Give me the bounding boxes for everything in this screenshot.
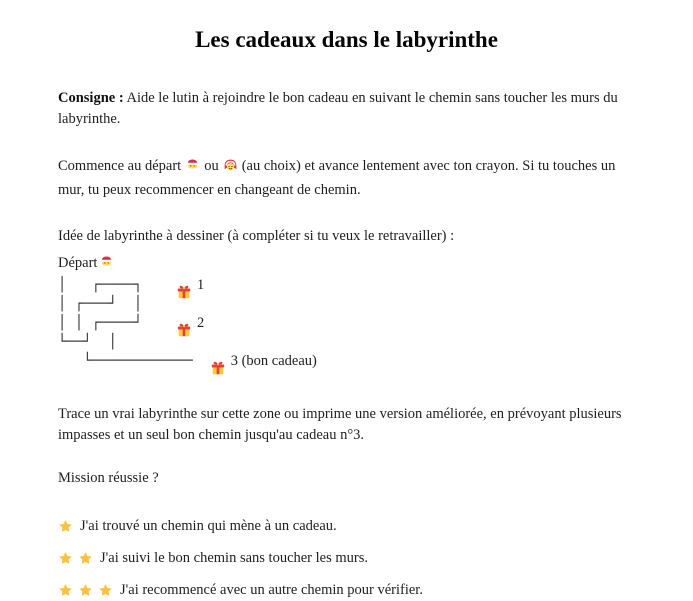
- maze-row-2: [58, 295, 635, 314]
- mrs-claus-icon: [223, 158, 238, 173]
- depart-label: Départ: [58, 255, 98, 271]
- maze-art-line: └────────────: [58, 353, 193, 369]
- santa-icon: [185, 158, 200, 173]
- gift-1-icon-slot: [159, 265, 192, 306]
- star-icon: [58, 519, 73, 534]
- consigne-text: Aide le lutin à rejoindre le bon cadeau en suivant le chemin sans toucher les murs du labyrinthe.: [58, 90, 618, 127]
- maze-art-line: │ ┌───┘ │: [58, 296, 143, 312]
- success-checklist: [58, 516, 635, 600]
- start-text-or: ou: [204, 158, 219, 174]
- star-icon: [98, 583, 113, 598]
- maze-row-5: [58, 352, 635, 371]
- maze-row-1: [58, 276, 635, 295]
- santa-icon-slot-1: [185, 158, 200, 180]
- gift-1-label: 1: [197, 277, 205, 293]
- gift-icon: [176, 284, 192, 300]
- star-rating-1: [58, 519, 73, 534]
- checklist-item-2-text: J'ai suivi le bon chemin sans toucher les murs.: [100, 549, 368, 566]
- checklist-item-1: [58, 516, 635, 536]
- gift-2-label: 2: [197, 315, 205, 331]
- mrs-claus-icon-slot: [223, 158, 238, 180]
- start-text-part1: Commence au départ: [58, 158, 182, 174]
- star-icon: [78, 583, 93, 598]
- checklist-item-3: [58, 580, 635, 600]
- maze-row-3: [58, 314, 635, 333]
- paragraph-consigne: [58, 88, 635, 130]
- paragraph-trace-instructions: Trace un vrai labyrinthe sur cette zone ou imprime une version améliorée, en prévoyant plusieurs impasses et un seul bon chemin jusqu'au cadeau n°3.: [58, 406, 622, 443]
- santa-icon: [99, 255, 114, 270]
- maze-art-line: │ ┌────┐: [58, 277, 160, 293]
- star-rating-2: [58, 551, 93, 566]
- star-rating-3: [58, 583, 113, 598]
- star-icon: [78, 551, 93, 566]
- checklist-item-2: [58, 548, 635, 568]
- gift-2-icon-slot: [159, 303, 192, 344]
- consigne-label: Consigne :: [58, 90, 124, 106]
- star-icon: [58, 551, 73, 566]
- gift-icon: [176, 322, 192, 338]
- start-text-part2: (au choix) et avance lentement avec ton crayon. Si tu touches un mur, tu peux recommencer en changeant de chemin.: [58, 158, 616, 198]
- checklist-item-3-text: J'ai recommencé avec un autre chemin pour vérifier.: [120, 581, 423, 598]
- star-icon: [58, 583, 73, 598]
- checklist-item-1-text: J'ai trouvé un chemin qui mène à un cadeau.: [80, 517, 337, 534]
- gift-3-label: 3 (bon cadeau): [230, 353, 317, 369]
- paragraph-start-instructions: [58, 156, 635, 201]
- mission-heading: Mission réussie ?: [58, 470, 159, 486]
- maze-row-4: [58, 333, 635, 352]
- maze-art-line: └──┘ │: [58, 334, 118, 350]
- paragraph-maze-idea: Idée de labyrinthe à dessiner (à compléter si tu veux le retravailler) :: [58, 228, 455, 244]
- gift-3-icon-slot: [193, 341, 226, 382]
- page-title: Les cadeaux dans le labyrinthe: [195, 27, 498, 52]
- maze-art-line: │ │ ┌────┘: [58, 315, 160, 331]
- gift-icon: [210, 360, 226, 376]
- santa-icon-slot-2: [99, 255, 114, 276]
- maze-start-line: [58, 254, 635, 276]
- maze-diagram: [58, 276, 635, 371]
